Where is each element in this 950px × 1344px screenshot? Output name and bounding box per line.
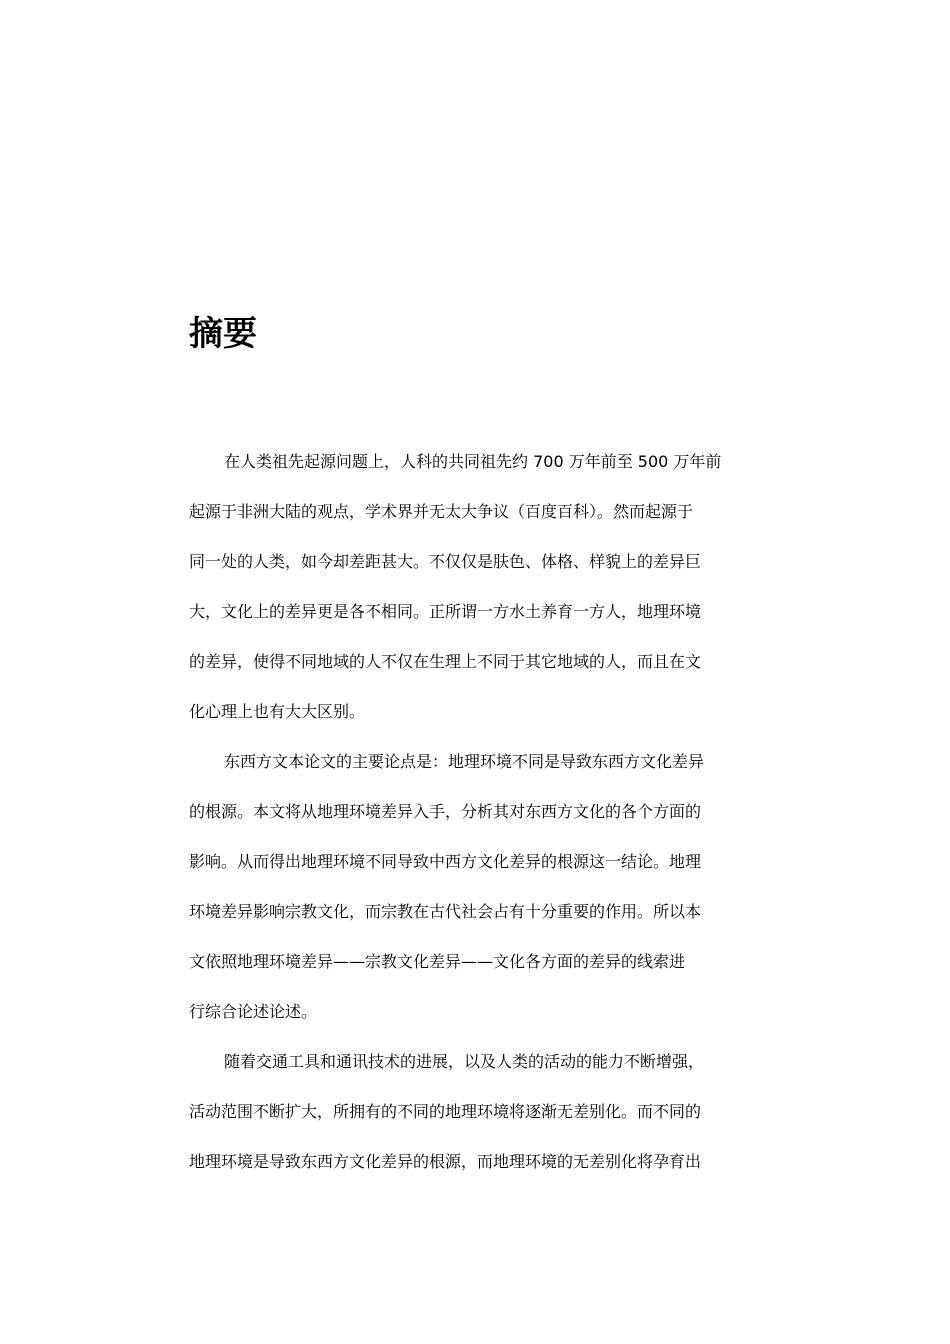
text-line: 大，文化上的差异更是各不相同。正所谓一方水土养育一方人，地理环境 xyxy=(189,602,702,621)
text-line: 同一处的人类，如今却差距甚大。不仅仅是肤色、体格、样貌上的差异巨 xyxy=(189,552,702,571)
text-line: 影响。从而得出地理环境不同导致中西方文化差异的根源这一结论。地理 xyxy=(189,852,702,871)
text-line: 随着交通工具和通讯技术的进展，以及人类的活动的能力不断增强， xyxy=(224,1052,705,1071)
text-line: 文依照地理环境差异——宗教文化差异——文化各方面的差异的线索进 xyxy=(189,952,686,971)
text-line: 行综合论述论述。 xyxy=(189,1002,318,1021)
text-line: 化心理上也有大大区别。 xyxy=(189,702,366,721)
text-line: 活动范围不断扩大，所拥有的不同的地理环境将逐渐无差别化。而不同的 xyxy=(189,1102,702,1121)
paragraph-3 xyxy=(189,1049,805,1199)
paragraph-1 xyxy=(189,449,805,749)
page-title: 摘要 xyxy=(189,314,257,354)
paragraph-2 xyxy=(189,749,805,1049)
abstract-body xyxy=(189,449,805,1199)
text-line: 地理环境是导致东西方文化差异的根源，而地理环境的无差别化将孕育出 xyxy=(189,1152,702,1171)
text-line: 在人类祖先起源问题上，人科的共同祖先约 700 万年前至 500 万年前 xyxy=(224,452,722,471)
text-line: 的差异，使得不同地域的人不仅在生理上不同于其它地域的人，而且在文 xyxy=(189,652,702,671)
text-line: 东西方文本论文的主要论点是：地理环境不同是导致东西方文化差异 xyxy=(224,752,705,771)
text-line: 的根源。本文将从地理环境差异入手，分析其对东西方文化的各个方面的 xyxy=(189,802,702,821)
text-line: 起源于非洲大陆的观点，学术界并无太大争议（百度百科）。然而起源于 xyxy=(189,502,694,521)
text-line: 环境差异影响宗教文化，而宗教在古代社会占有十分重要的作用。所以本 xyxy=(189,902,702,921)
